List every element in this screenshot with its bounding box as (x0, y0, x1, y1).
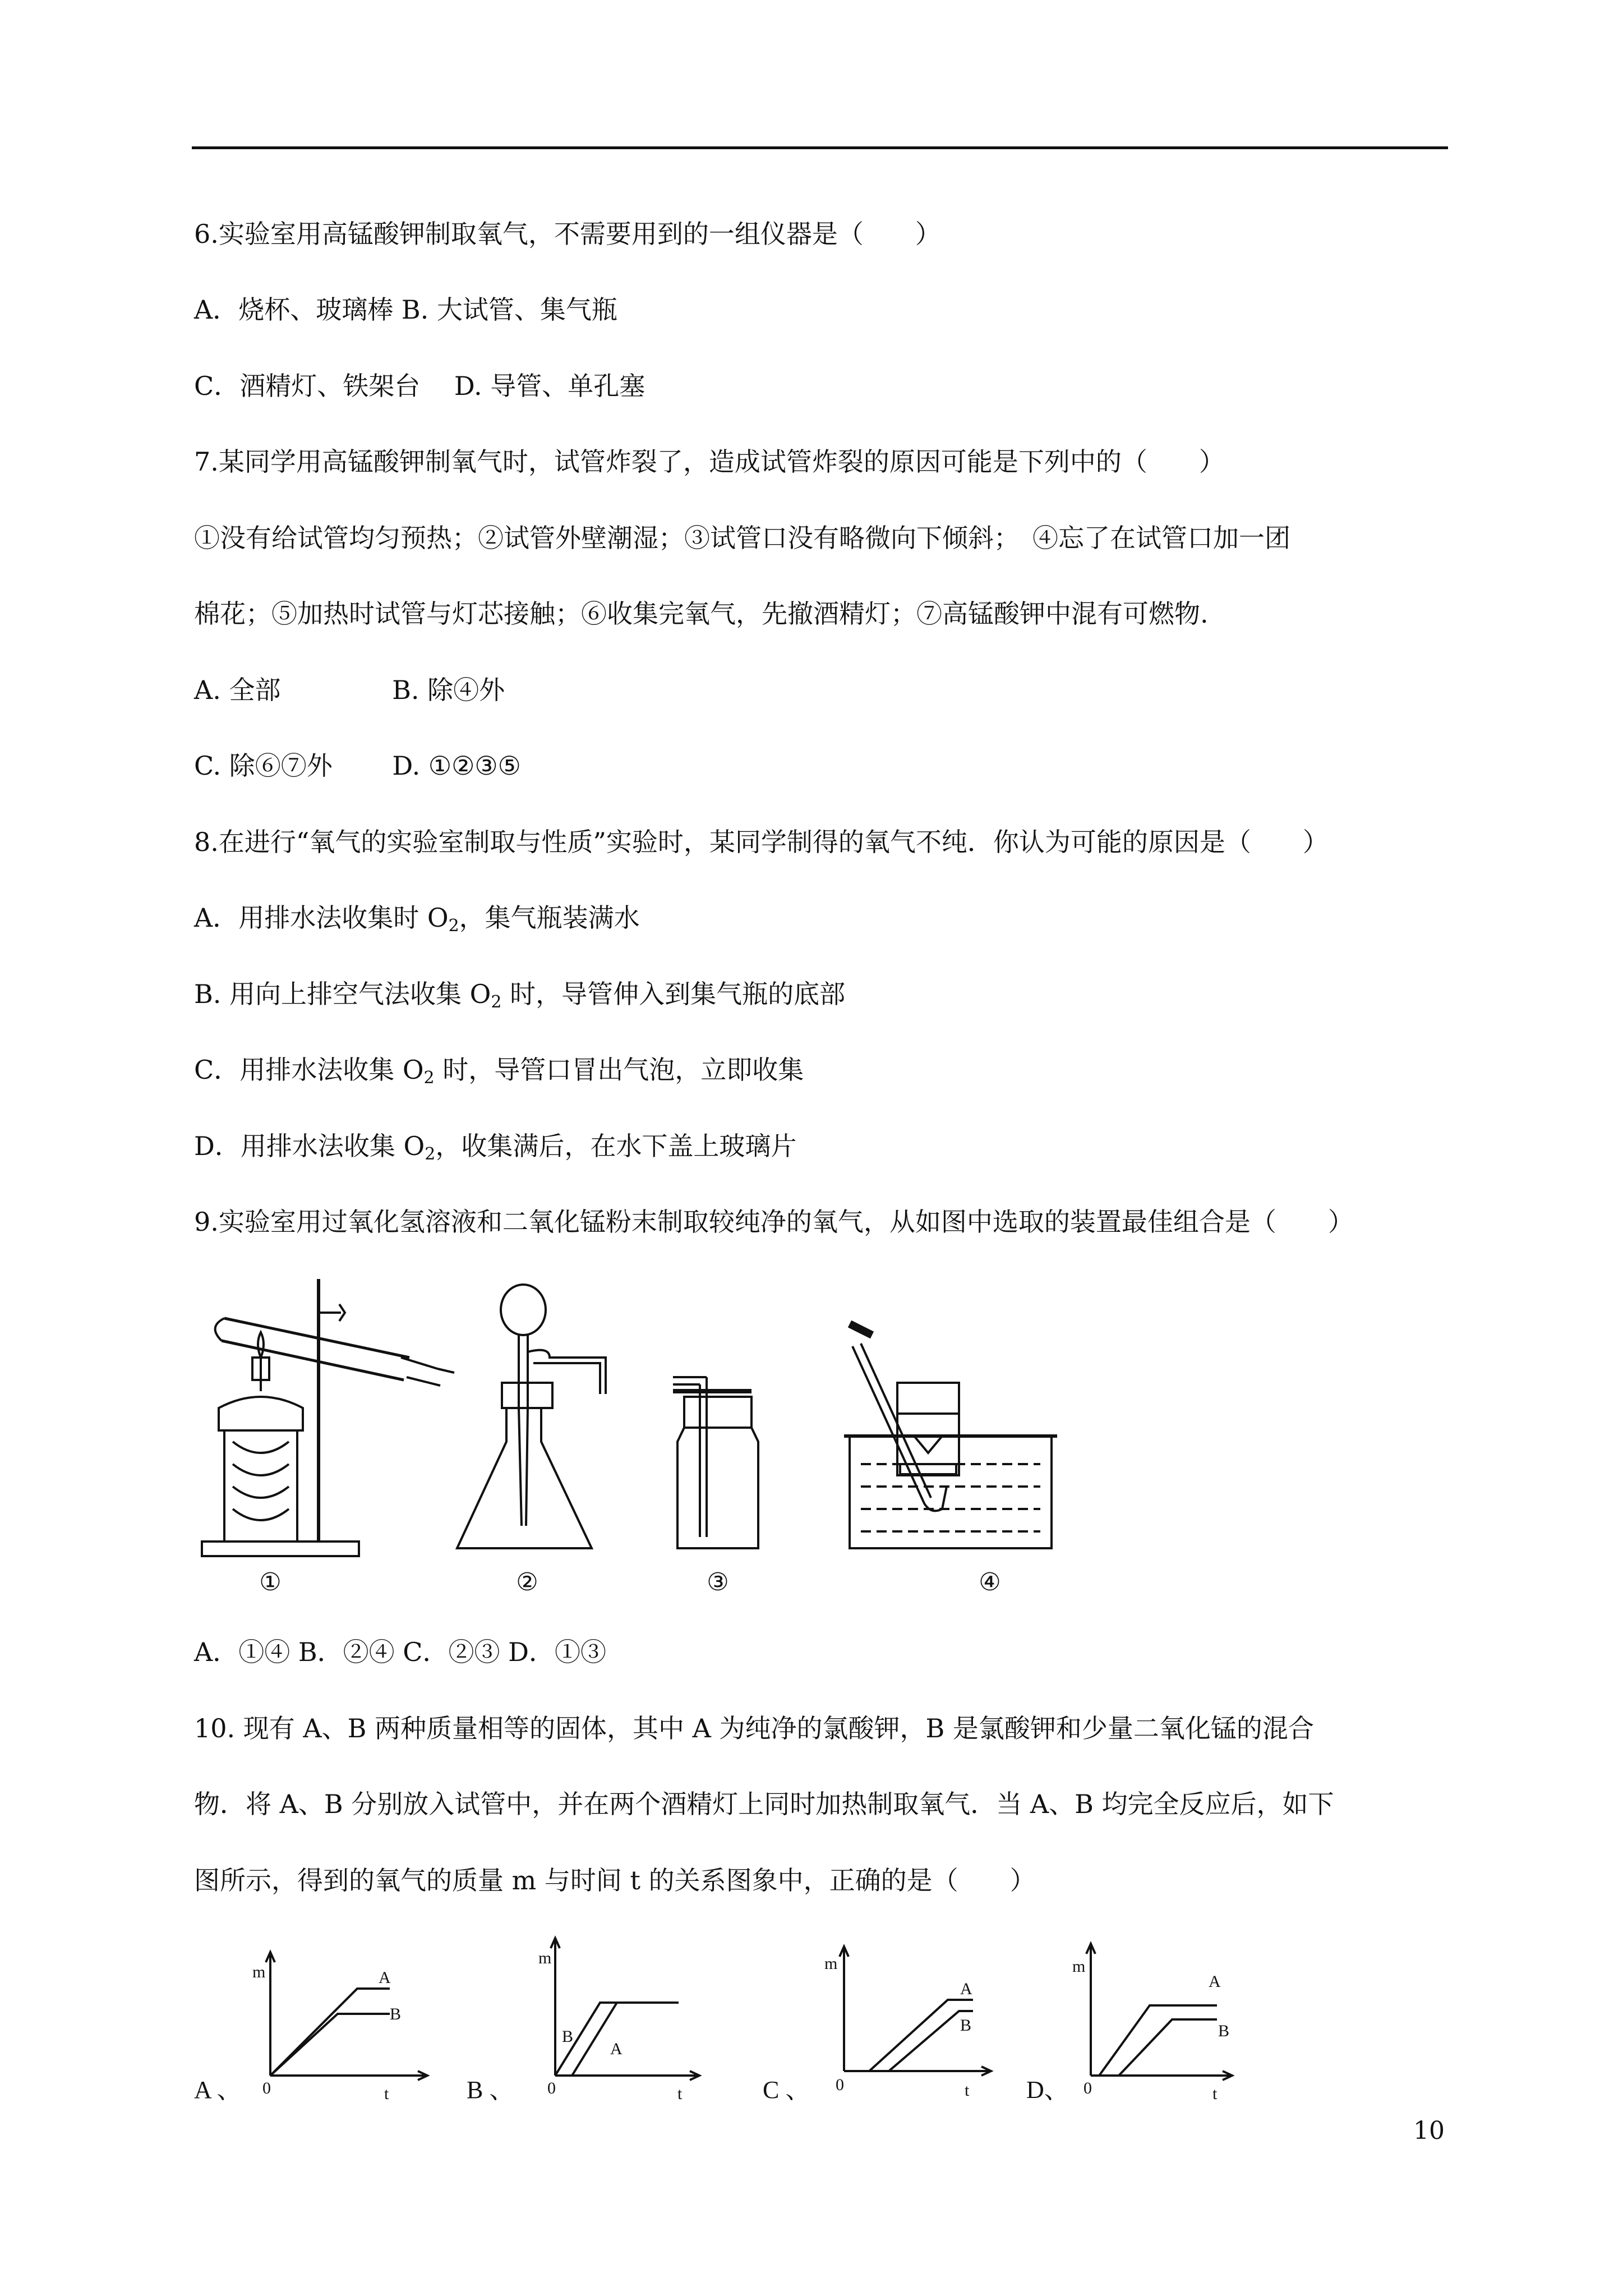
graph-b-origin: 0 (547, 2079, 556, 2097)
graph-a-option-label: A 、 (194, 2076, 242, 2104)
apparatus-2-conical-flask (457, 1285, 606, 1548)
q8-c-subscript: 2 (423, 1068, 435, 1088)
graph-a-label-b: B (390, 2005, 402, 2023)
graph-d-option-label: D、 (1026, 2076, 1069, 2104)
graph-c-y-label: m (824, 1954, 838, 1973)
apparatus-figure (191, 1273, 1088, 1599)
q8-c-text: C．用排水法收集 O (194, 1055, 424, 1085)
q8-d-text-end: ，收集满后，在水下盖上玻璃片 (435, 1131, 797, 1161)
q8-option-d (194, 1129, 796, 1171)
q8-b-text: B. 用向上排空气法收集 O (194, 979, 491, 1009)
q7-options-cd: C. 除⑥⑦外 D. ①②③⑤ (194, 751, 521, 781)
q8-c-text-end: 时，导管口冒出气泡，立即收集 (434, 1055, 804, 1085)
graph-b-label-a: A (610, 2040, 623, 2058)
apparatus-label-2: ② (516, 1568, 538, 1596)
graph-b-label-b: B (562, 2027, 574, 2046)
q6-stem: 6.实验室用高锰酸钾制取氧气，不需要用到的一组仪器是（ ） (194, 219, 941, 249)
q7-items-line2: 棉花；⑤加热时试管与灯芯接触；⑥收集完氧气，先撤酒精灯；⑦高锰酸钾中混有可燃物. (194, 599, 1209, 629)
graph-c-origin: 0 (836, 2076, 844, 2094)
q8-b-text-end: 时，导管伸入到集气瓶的底部 (501, 979, 846, 1009)
q7-stem: 7.某同学用高锰酸钾制氧气时，试管炸裂了，造成试管炸裂的原因可能是下列中的（ ） (194, 447, 1225, 477)
q10-graphs (191, 1924, 1312, 2115)
q10-stem-line2: 物．将 A、B 分别放入试管中，并在两个酒精灯上同时加热制取氧气．当 A、B 均完全反应后，如下 (194, 1789, 1334, 1819)
q8-option-a (194, 901, 640, 943)
q6-options-ab: A．烧杯、玻璃棒 B. 大试管、集气瓶 (194, 295, 617, 325)
graph-a-curve-a (270, 1989, 390, 2076)
graph-a-axes (266, 1952, 427, 2080)
graph-c-curve-a (869, 2000, 973, 2071)
q8-d-subscript: 2 (425, 1144, 436, 1164)
apparatus-4-water-trough (844, 1324, 1057, 1548)
graph-c-option-label: C 、 (763, 2076, 810, 2104)
graph-b-y-label: m (538, 1949, 552, 1967)
page-number: 10 (1413, 2116, 1445, 2145)
graph-a-curve-b (270, 2014, 390, 2076)
apparatus-3-gas-bottle (673, 1377, 758, 1548)
apparatus-label-4: ④ (979, 1568, 1001, 1596)
q10-stem-line1: 10. 现有 A、B 两种质量相等的固体，其中 A 为纯净的氯酸钾，B 是氯酸钾和少量二氧化锰的混合 (194, 1713, 1314, 1743)
q8-option-b (194, 977, 845, 1019)
q10-stem-line3: 图所示，得到的氧气的质量 m 与时间 t 的关系图象中，正确的是（ ） (194, 1865, 1036, 1895)
q9-stem: 9.实验室用过氧化氢溶液和二氧化锰粉末制取较纯净的氧气，从如图中选取的装置最佳组合是（ ） (194, 1207, 1354, 1237)
graph-d-y-label: m (1072, 1957, 1086, 1976)
graph-c-label-b: B (960, 2016, 972, 2035)
q8-a-text: A．用排水法收集时 O (194, 903, 449, 933)
apparatus-1-heating-tube (202, 1279, 454, 1556)
graph-a-y-label: m (252, 1963, 266, 1981)
graph-c-label-a: A (960, 1980, 972, 1998)
graph-b-axes (551, 1938, 699, 2080)
apparatus-label-3: ③ (707, 1568, 729, 1596)
graph-b-x-label: t (677, 2085, 683, 2103)
graph-d-label-a: A (1209, 1972, 1221, 1991)
graph-a-x-label: t (384, 2085, 389, 2103)
header-rule (192, 146, 1448, 149)
graph-d-label-b: B (1218, 2022, 1230, 2040)
graph-a-origin: 0 (262, 2079, 271, 2097)
apparatus-label-1: ① (259, 1568, 282, 1596)
q9-options: A．①④ B．②④ C．②③ D．①③ (194, 1637, 606, 1667)
q8-a-subscript: 2 (448, 916, 459, 936)
graph-c-x-label: t (965, 2081, 970, 2100)
graph-d-origin: 0 (1083, 2079, 1092, 2097)
q8-option-c (194, 1053, 804, 1095)
q7-items-line1: ①没有给试管均匀预热；②试管外壁潮湿；③试管口没有略微向下倾斜； ④忘了在试管口加一团 (194, 523, 1290, 553)
graph-d-x-label: t (1212, 2085, 1218, 2103)
graph-a-label-a: A (379, 1968, 391, 1987)
q8-a-text-end: ，集气瓶装满水 (459, 903, 640, 933)
q8-d-text: D．用排水法收集 O (194, 1131, 425, 1161)
q7-options-ab: A. 全部 B. 除④外 (194, 675, 505, 705)
q8-stem: 8.在进行“氧气的实验室制取与性质”实验时，某同学制得的氧气不纯．你认为可能的原因是（ ） (194, 827, 1329, 857)
graph-b-option-label: B 、 (467, 2076, 514, 2104)
graph-b-curve-b (555, 2003, 679, 2076)
graph-d-axes (1086, 1944, 1232, 2080)
graph-d-curve-a (1099, 2005, 1217, 2076)
q8-b-subscript: 2 (491, 992, 502, 1012)
q6-options-cd: C．酒精灯、铁架台 D. 导管、单孔塞 (194, 371, 645, 401)
